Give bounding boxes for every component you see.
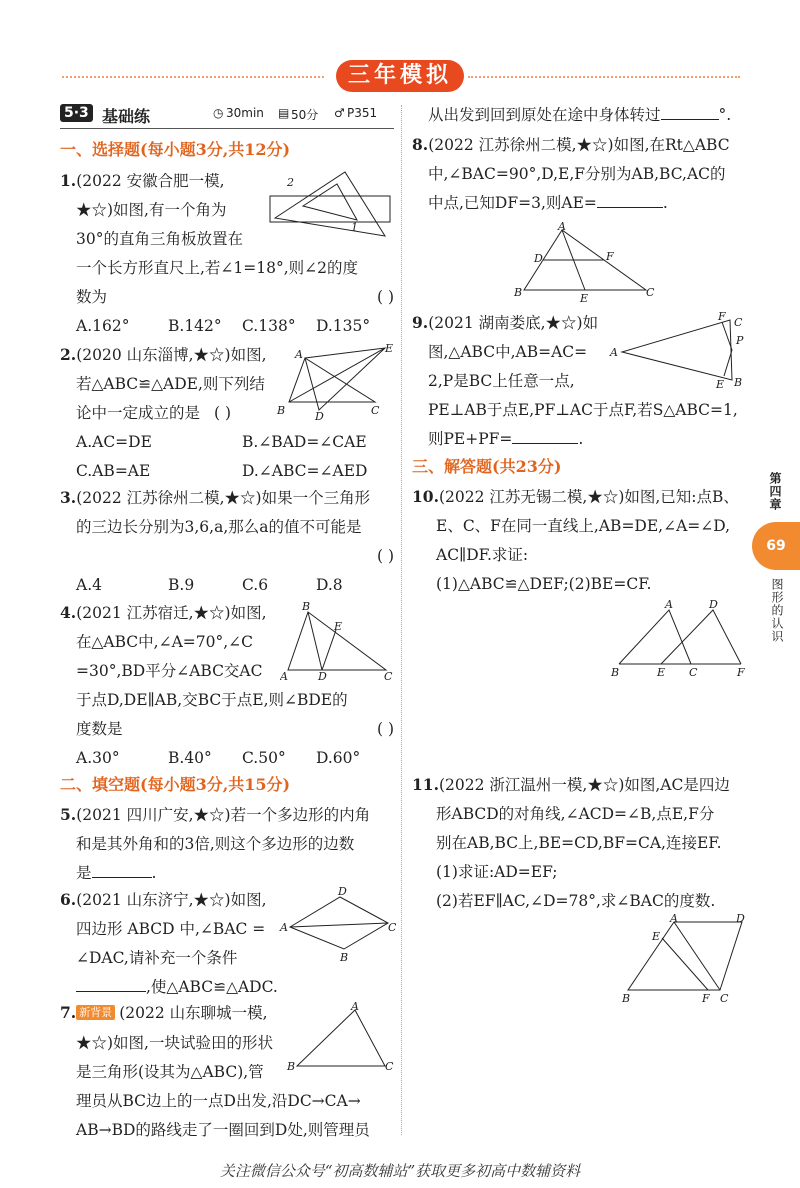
fig-q10-label-a: A [665, 598, 673, 611]
practice-title: 基础练 [102, 107, 151, 126]
fig-q8-label-b: B [514, 286, 523, 299]
q1-choice-b: B.142° [168, 317, 222, 335]
q4-choice-a: A.30° [76, 749, 120, 767]
question-5 [60, 800, 370, 888]
q10-line4: (1)△ABC≌△DEF;(2)BE=CF. [436, 575, 652, 593]
q11-line3: 别在AB,BC上,BE=CD,BF=CA,连接EF. [436, 834, 722, 852]
fig-q6-label-a: A [280, 921, 288, 934]
q11-figure [618, 912, 748, 1007]
q10-number: 10. [412, 487, 439, 506]
side-subject-label: 图形的认识 [770, 578, 784, 643]
fig-q6-label-b: B [340, 951, 349, 964]
q5-answer-blank[interactable] [92, 859, 152, 878]
q8-figure [508, 222, 668, 304]
practice-badge: 5·3 [60, 104, 93, 122]
q4-line4: 于点D,DE∥AB,交BC于点E,则∠BDE的 [76, 691, 348, 709]
q2-choice-d: D.∠ABC=∠AED [242, 462, 368, 480]
fig-q4-label-a: A [280, 670, 288, 682]
side-page-number: 69 [752, 522, 800, 570]
q7-new-background-tag: 新背景 [76, 1005, 115, 1020]
question-11 [412, 770, 730, 916]
section-title-choice: 一、选择题(每小题3分,共12分) [60, 140, 291, 159]
question-7-continued [428, 101, 731, 130]
fig-q6-label-c: C [388, 921, 396, 934]
fig-q7-label-b: B [287, 1060, 296, 1073]
q1-choice-a: A.162° [76, 317, 130, 335]
q1-answer-paren: ( ) [376, 288, 394, 306]
fig-q2-label-d: D [315, 410, 324, 423]
section-title-fill: 二、填空题(每小题3分,共15分) [60, 775, 291, 794]
fig-q4-label-c: C [384, 670, 393, 682]
q1-figure [265, 166, 395, 246]
q9-line2: 图,△ABC中,AB=AC= [428, 343, 588, 361]
q3-choice-a: A.4 [76, 576, 102, 594]
fig-q9-label-a: A [610, 346, 618, 359]
q6-line3: ∠DAC,请补充一个条件 [76, 949, 238, 967]
q7-number: 7. [60, 1003, 77, 1022]
fig-q11-label-d: D [736, 912, 745, 925]
fig-q8-label-e: E [580, 292, 589, 304]
q5-line3-end: . [151, 864, 157, 882]
q7-line5: AB→BD的路线走了一圈回到D处,则管理员 [76, 1121, 370, 1139]
fig-q10-label-b: B [611, 666, 620, 679]
fig-q4-label-b: B [302, 600, 311, 613]
q2-number: 2. [60, 345, 77, 364]
q5-line3: 是 [76, 864, 92, 882]
q2-choice-c: C.AB=AE [76, 462, 151, 480]
footer-note: 关注微信公众号“初高数辅站”获取更多初高中数辅资料 [219, 1162, 581, 1180]
q8-line3: 中点,已知DF=3,则AE= [428, 194, 597, 212]
q4-choice-c: C.50° [242, 749, 286, 767]
q9-answer-blank[interactable] [512, 425, 578, 444]
fig-q11-label-b: B [622, 992, 631, 1005]
q1-line2: ★☆)如图,有一个角为 [76, 201, 227, 219]
q4-choice-d: D.60° [316, 749, 361, 767]
q10-line2: E、C、F在同一直线上,AB=DE,∠A=∠D, [436, 517, 731, 535]
section-title-solve: 三、解答题(共23分) [412, 457, 562, 476]
q4-number: 4. [60, 603, 77, 622]
q1-line5: 数为 [76, 288, 108, 306]
fig-q4-label-e: E [334, 620, 343, 633]
q3-choice-c: C.6 [242, 576, 269, 594]
banner-divider-left [62, 76, 324, 78]
q9-line5: 则PE+PF= [428, 430, 513, 448]
q2-line1: (2020 山东淄博,★☆)如图, [76, 346, 267, 364]
q3-line2: 的三边长分别为3,6,a,那么a的值不可能是 [76, 518, 362, 536]
q4-line5: 度数是 [76, 720, 123, 738]
q9-number: 9. [412, 313, 429, 332]
fig-q4-label-d: D [318, 670, 327, 682]
q3-line1: (2022 江苏徐州二模,★☆)如果一个三角形 [76, 489, 371, 507]
banner-title: 三年模拟 [336, 60, 464, 92]
q7-line3: 是三角形(设其为△ABC),管 [76, 1063, 264, 1081]
q11-line1: (2022 浙江温州一模,★☆)如图,AC是四边 [438, 776, 730, 794]
q11-number: 11. [412, 775, 439, 794]
fig-q9-label-f: F [718, 310, 726, 323]
fig-q1-label-1: 1 [351, 221, 358, 234]
answer-ref-icon: ♂ [334, 106, 345, 120]
q7-figure [285, 1000, 397, 1075]
q4-choice-b: B.40° [168, 749, 212, 767]
q10-line3: AC∥DF.求证: [436, 546, 529, 564]
q11-line4: (1)求证:AD=EF; [436, 863, 558, 881]
fig-q8-label-d: D [534, 252, 543, 265]
q5-number: 5. [60, 805, 77, 824]
fig-q7-label-a: A [351, 1000, 359, 1013]
q4-line3: =30°,BD平分∠ABC交AC [76, 662, 263, 680]
q4-line2: 在△ABC中,∠A=70°,∠C [76, 633, 253, 651]
question-8 [412, 130, 730, 218]
q1-line1: (2022 安徽合肥一模, [76, 172, 225, 190]
q1-line4: 一个长方形直尺上,若∠1=18°,则∠2的度 [76, 259, 359, 277]
question-6 [60, 885, 278, 1002]
fig-q10-label-d: D [709, 598, 718, 611]
fig-q10-label-f: F [737, 666, 745, 679]
fig-q2-label-c: C [371, 404, 380, 417]
q9-line5-end: . [578, 430, 584, 448]
fig-q9-label-b: B [734, 376, 743, 389]
clock-icon: ◷ [213, 106, 224, 120]
q1-number: 1. [60, 171, 77, 190]
q6-number: 6. [60, 890, 77, 909]
q2-figure [275, 340, 400, 425]
q3-choice-b: B.9 [168, 576, 195, 594]
q3-answer-paren: ( ) [376, 547, 394, 565]
q7-line6-end: °. [718, 106, 732, 124]
q8-answer-blank[interactable] [597, 189, 663, 208]
q8-number: 8. [412, 135, 429, 154]
q11-line5: (2)若EF∥AC,∠D=78°,求∠BAC的度数. [436, 892, 716, 910]
q7-line6: 从出发到回到原处在途中身体转过 [428, 106, 661, 124]
fig-q11-label-e: E [652, 930, 661, 943]
q2-choice-a: A.AC=DE [76, 433, 152, 451]
fig-q7-label-c: C [385, 1060, 394, 1073]
q1-line3: 30°的直角三角板放置在 [76, 230, 243, 248]
q1-choice-c: C.138° [242, 317, 296, 335]
q4-line1: (2021 江苏宿迁,★☆)如图, [76, 604, 267, 622]
q2-line2: 若△ABC≌△ADE,则下列结 [76, 375, 265, 393]
practice-score: 50分 [291, 108, 319, 122]
column-divider [401, 105, 402, 1135]
fig-q10-label-e: E [657, 666, 666, 679]
banner-divider-right [468, 76, 740, 78]
question-10 [412, 482, 739, 599]
q8-line2: 中,∠BAC=90°,D,E,F分别为AB,BC,AC的 [428, 165, 726, 183]
q7-answer-blank[interactable] [661, 101, 719, 120]
fig-q2-label-b: B [277, 404, 286, 417]
fig-q9-label-p: P [736, 334, 744, 347]
q6-line4: ,使△ABC≌△ADC. [146, 978, 278, 996]
q7-line1: (2022 山东聊城一模, [119, 1004, 268, 1022]
fig-q2-label-a: A [295, 348, 303, 361]
q7-line2: ★☆)如图,一块试验田的形状 [76, 1034, 273, 1052]
fig-q11-label-c: C [720, 992, 729, 1005]
q9-line4: PE⊥AB于点E,PF⊥AC于点F,若S△ABC=1, [428, 401, 738, 419]
fig-q8-label-c: C [646, 286, 655, 299]
q3-number: 3. [60, 488, 77, 507]
fig-q8-label-f: F [606, 250, 614, 263]
q9-figure [608, 310, 748, 392]
q3-choice-d: D.8 [316, 576, 343, 594]
q9-line3: 2,P是BC上任意一点, [428, 372, 575, 390]
q2-line3: 论中一定成立的是 [76, 404, 201, 422]
fig-q10-label-c: C [689, 666, 698, 679]
q6-answer-blank[interactable] [76, 973, 146, 992]
q8-line1: (2022 江苏徐州二模,★☆)如图,在Rt△ABC [428, 136, 730, 154]
fig-q11-label-a: A [670, 912, 678, 925]
q6-figure [278, 885, 396, 965]
practice-time: 30min [226, 106, 264, 120]
question-3 [60, 483, 394, 600]
fig-q6-label-d: D [338, 885, 347, 898]
q2-choice-b: B.∠BAD=∠CAE [242, 433, 367, 451]
q9-line1: (2021 湖南娄底,★☆)如 [428, 314, 599, 332]
q1-choice-d: D.135° [316, 317, 371, 335]
q8-line3-end: . [662, 194, 668, 212]
q5-line2: 和是其外角和的3倍,则这个多边形的边数 [76, 835, 355, 853]
q10-line1: (2022 江苏无锡二模,★☆)如图,已知:点B、 [438, 488, 739, 506]
score-icon: ▤ [278, 106, 290, 120]
q5-line1: (2021 四川广安,★☆)若一个多边形的内角 [76, 806, 371, 824]
side-chapter-label: 第四章 [768, 472, 782, 511]
fig-q2-label-e: E [385, 342, 394, 355]
q11-line2: 形ABCD的对角线,∠ACD=∠B,点E,F分 [436, 805, 715, 823]
fig-q11-label-f: F [702, 992, 710, 1005]
q4-figure [280, 600, 395, 682]
fig-q9-label-e: E [716, 378, 725, 391]
q2-answer-paren: ( ) [214, 404, 232, 422]
q4-answer-paren: ( ) [376, 720, 394, 738]
fig-q1-label-2: 2 [287, 176, 294, 189]
q10-figure [605, 598, 750, 680]
q6-line1: (2021 山东济宁,★☆)如图, [76, 891, 267, 909]
q6-line2: 四边形 ABCD 中,∠BAC = [76, 920, 266, 938]
fig-q9-label-c: C [734, 316, 743, 329]
fig-q8-label-a: A [558, 222, 566, 233]
q7-line4: 理员从BC边上的一点D出发,沿DC→CA→ [76, 1092, 361, 1110]
practice-answer-ref: P351 [347, 106, 378, 120]
practice-header [60, 103, 394, 129]
